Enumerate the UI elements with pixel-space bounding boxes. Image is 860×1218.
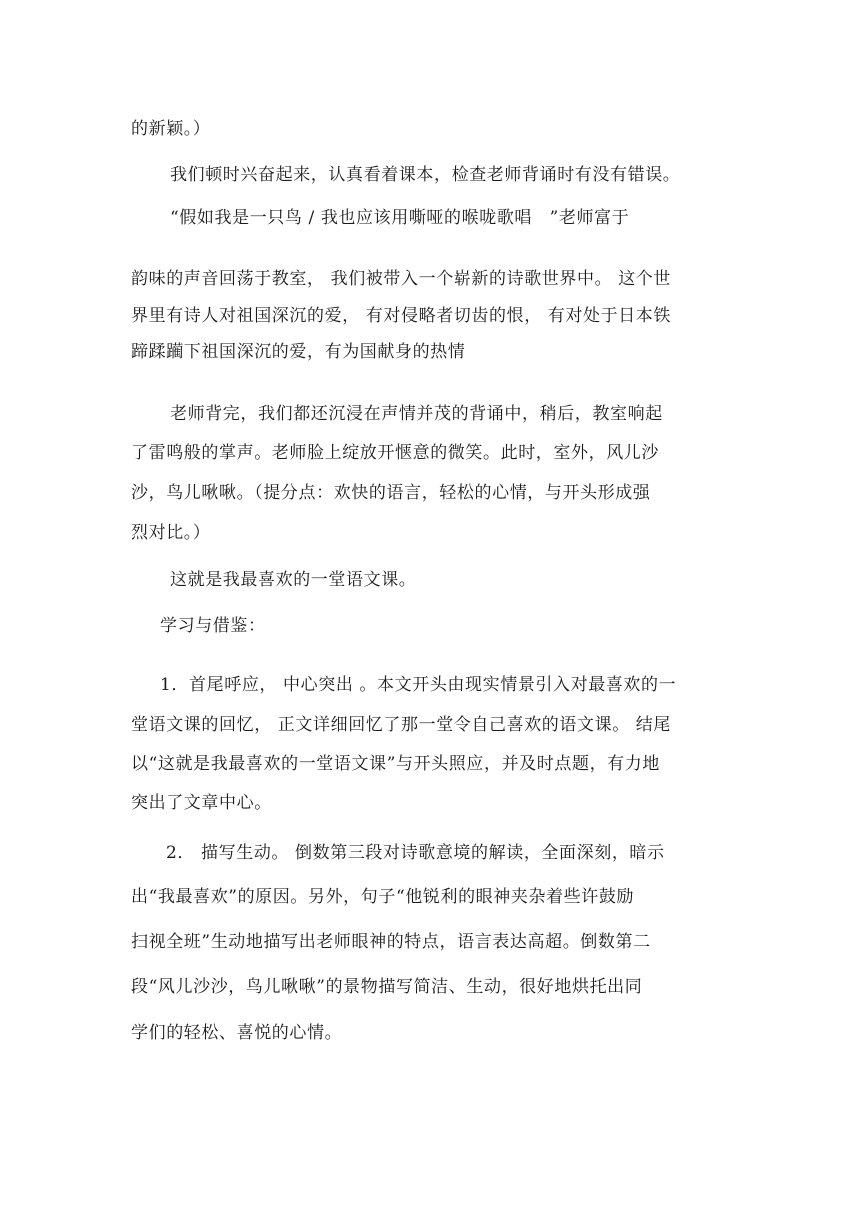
text-line: 我们顿时兴奋起来，认真看着课本，检查老师背诵时有没有错误。 xyxy=(170,165,681,185)
text-line: 沙，鸟儿啾啾。（提分点：欢快的语言，轻松的心情，与开头形成强 xyxy=(131,483,651,503)
text-line: 1．首尾呼应， 中心突出 。本文开头由现实情景引入对最喜欢的一 xyxy=(160,675,677,695)
text-line: 扫视全班”生动地描写出老师眼神的特点，语言表达高超。倒数第二 xyxy=(131,932,651,952)
text-line: 这就是我最喜欢的一堂语文课。 xyxy=(170,570,417,590)
text-line: 界里有诗人对祖国深沉的爱， 有对侵略者切齿的恨， 有对处于日本铁 xyxy=(131,306,672,326)
text-line: 堂语文课的回忆， 正文详细回忆了那一堂令自己喜欢的语文课。 结尾 xyxy=(131,715,672,735)
text-line: 老师背完，我们都还沉浸在声情并茂的背诵中，稍后，教室响起 xyxy=(170,404,663,424)
text-line: 了雷鸣般的掌声。老师脸上绽放开惬意的微笑。此时，室外，风儿沙 xyxy=(131,443,659,463)
text-line: 的新颖。） xyxy=(131,119,211,139)
text-line: 段“风儿沙沙，鸟儿啾啾”的景物描写简洁、生动，很好地烘托出同 xyxy=(131,977,643,997)
text-line: 2． 描写生动。 倒数第三段对诗歌意境的解读，全面深刻，暗示 xyxy=(166,843,665,863)
text-line: 突出了文章中心。 xyxy=(131,793,272,813)
text-line: 以“这就是我最喜欢的一堂语文课”与开头照应，并及时点题，有力地 xyxy=(131,754,660,774)
text-line: 出“我最喜欢”的原因。另外，句子“他锐利的眼神夹杂着些许鼓励 xyxy=(131,887,635,907)
text-line: “假如我是一只鸟 / 我也应该用嘶哑的喉咙歌唱 ”老师富于 xyxy=(170,208,630,228)
text-line: 蹄蹂躏下祖国深沉的爱，有为国献身的热情 xyxy=(131,342,466,362)
text-line: 学们的轻松、喜悦的心情。 xyxy=(131,1023,343,1043)
section-heading: 学习与借鉴： xyxy=(160,616,266,636)
text-line: 烈对比。） xyxy=(131,523,211,543)
text-line: 韵味的声音回荡于教室， 我们被带入一个崭新的诗歌世界中。 这个世 xyxy=(131,269,672,289)
